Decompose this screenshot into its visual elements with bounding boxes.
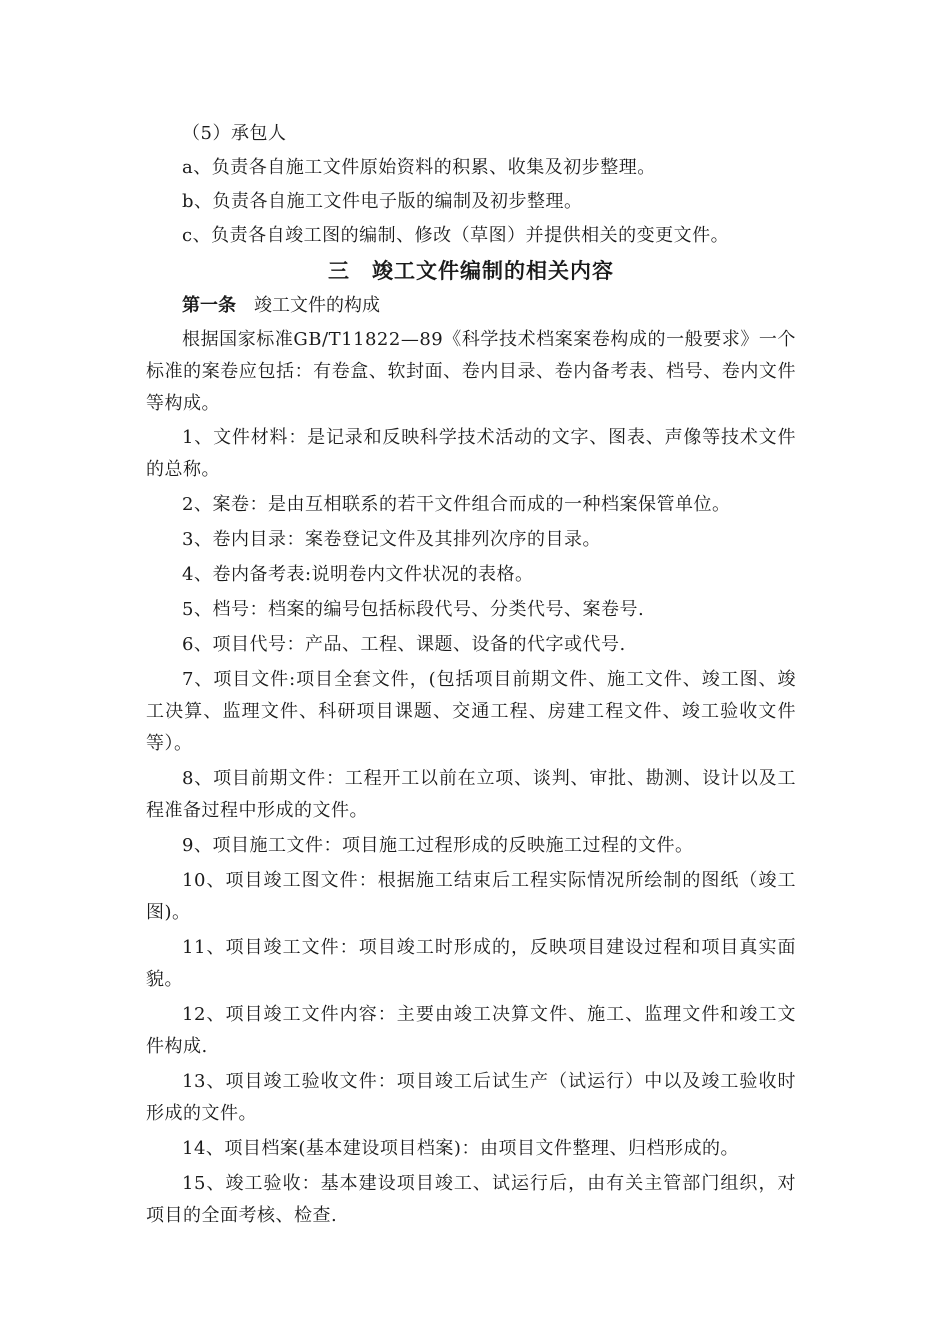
definition-item: 4、卷内备考表:说明卷内文件状况的表格。: [182, 564, 534, 585]
definition-item: 12、项目竣工文件内容：主要由竣工决算文件、施工、监理文件和竣工文件构成.: [146, 1004, 796, 1057]
article-title: 竣工文件的构成: [254, 295, 380, 316]
definition-item: 15、竣工验收：基本建设项目竣工、试运行后，由有关主管部门组织，对项目的全面考核、检查.: [146, 1173, 796, 1226]
contractor-duty-b: b、负责各自施工文件电子版的编制及初步整理。: [182, 191, 583, 212]
definition-item: 6、项目代号：产品、工程、课题、设备的代字或代号.: [182, 634, 626, 655]
contractor-heading: （5）承包人: [182, 123, 287, 144]
definition-item: 2、案卷：是由互相联系的若干文件组合而成的一种档案保管单位。: [182, 494, 731, 515]
section-title: 三 竣工文件编制的相关内容: [328, 259, 614, 283]
definition-item: 9、项目施工文件：项目施工过程形成的反映施工过程的文件。: [182, 835, 694, 856]
page-content: [146, 118, 796, 1235]
article-heading: [146, 290, 796, 322]
definition-item: 8、项目前期文件：工程开工以前在立项、谈判、审批、勘测、设计以及工程准备过程中形成的文件。: [146, 768, 796, 821]
definition-item: 3、卷内目录：案卷登记文件及其排列次序的目录。: [182, 529, 601, 550]
definition-item: 11、项目竣工文件：项目竣工时形成的，反映项目建设过程和项目真实面貌。: [146, 937, 796, 990]
definition-item: 10、项目竣工图文件：根据施工结束后工程实际情况所绘制的图纸（竣工图)。: [146, 870, 796, 923]
definition-item: 7、项目文件:项目全套文件，(包括项目前期文件、施工文件、竣工图、竣工决算、监理文件、科研项目课题、交通工程、房建工程文件、竣工验收文件等）。: [146, 669, 796, 754]
definition-item: 14、项目档案(基本建设项目档案)：由项目文件整理、归档形成的。: [182, 1138, 739, 1159]
article-number: 第一条: [182, 295, 236, 316]
intro-paragraph: 根据国家标准GB/T11822—89《科学技术档案案卷构成的一般要求》一个标准的案卷应包括：有卷盒、软封面、卷内目录、卷内备考表、档号、卷内文件等构成。: [146, 329, 796, 414]
contractor-duty-c: c、负责各自竣工图的编制、修改（草图）并提供相关的变更文件。: [182, 225, 730, 246]
definition-item: 1、文件材料：是记录和反映科学技术活动的文字、图表、声像等技术文件的总称。: [146, 427, 796, 480]
contractor-duty-a: a、负责各自施工文件原始资料的积累、收集及初步整理。: [182, 157, 656, 178]
definition-item: 13、项目竣工验收文件：项目竣工后试生产（试运行）中以及竣工验收时形成的文件。: [146, 1071, 796, 1124]
definition-item: 5、档号：档案的编号包括标段代号、分类代号、案卷号.: [182, 599, 645, 620]
